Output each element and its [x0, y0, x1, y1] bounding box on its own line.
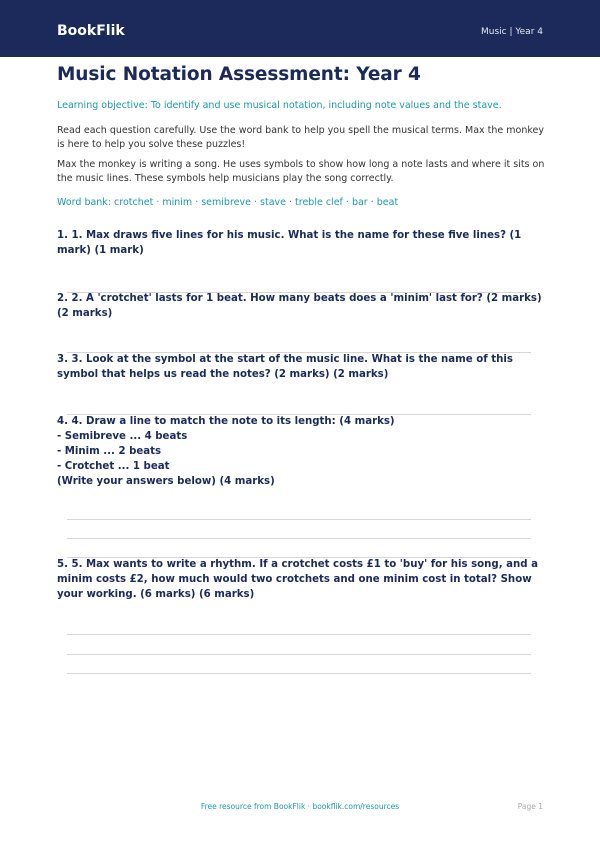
- answer-line[interactable]: [67, 634, 531, 635]
- question-4: [57, 414, 543, 489]
- learning-objective: Learning objective: To identify and use musical notation, including note values and the stave.: [57, 100, 502, 111]
- question-4-option: - Crotchet ... 1 beat: [57, 461, 170, 472]
- page-number: Page 1: [517, 802, 543, 811]
- intro-paragraph-1: Read each question carefully. Use the word bank to help you spell the musical terms. Max the monkey is here to help you solve these puzzles!: [57, 125, 544, 150]
- question-4-prompt: 4. 4. Draw a line to match the note to its length: (4 marks): [57, 416, 395, 427]
- question-1: 1. 1. Max draws five lines for his music. What is the name for these five lines? (1 mark) (1 mark): [57, 230, 522, 256]
- answer-line[interactable]: [67, 519, 531, 520]
- footer-credit: Free resource from BookFlik · bookflik.com/resources: [200, 802, 400, 811]
- question-4-instruction: (Write your answers below) (4 marks): [57, 476, 275, 487]
- answer-line[interactable]: [67, 673, 531, 674]
- page-title: Music Notation Assessment: Year 4: [57, 64, 421, 85]
- intro-paragraph-2: Max the monkey is writing a song. He uses symbols to show how long a note lasts and where it sits on the music lines. These symbols help musicians play the song correctly.: [57, 159, 545, 184]
- answer-line[interactable]: [67, 654, 531, 655]
- question-4-option: - Semibreve ... 4 beats: [57, 431, 188, 442]
- page-header: [0, 0, 600, 57]
- question-2: 2. 2. A 'crotchet' lasts for 1 beat. How many beats does a 'minim' last for? (2 marks) (2 marks): [57, 293, 542, 319]
- question-4-option: - Minim ... 2 beats: [57, 446, 162, 457]
- answer-line[interactable]: [67, 538, 531, 539]
- word-bank: Word bank: crotchet · minim · semibreve · stave · treble clef · bar · beat: [57, 197, 399, 208]
- subject-year-label: Music | Year 4: [480, 27, 543, 37]
- question-3: 3. 3. Look at the symbol at the start of the music line. What is the name of this symbol that helps us read the notes? (2 marks) (2 marks): [57, 354, 513, 380]
- brand-logo: BookFlik: [57, 23, 125, 39]
- question-5: 5. 5. Max wants to write a rhythm. If a crotchet costs £1 to 'buy' for his song, and a minim costs £2, how much would two crotchets and one minim cost in total? Show your working. (6 marks) (6 marks): [57, 559, 538, 600]
